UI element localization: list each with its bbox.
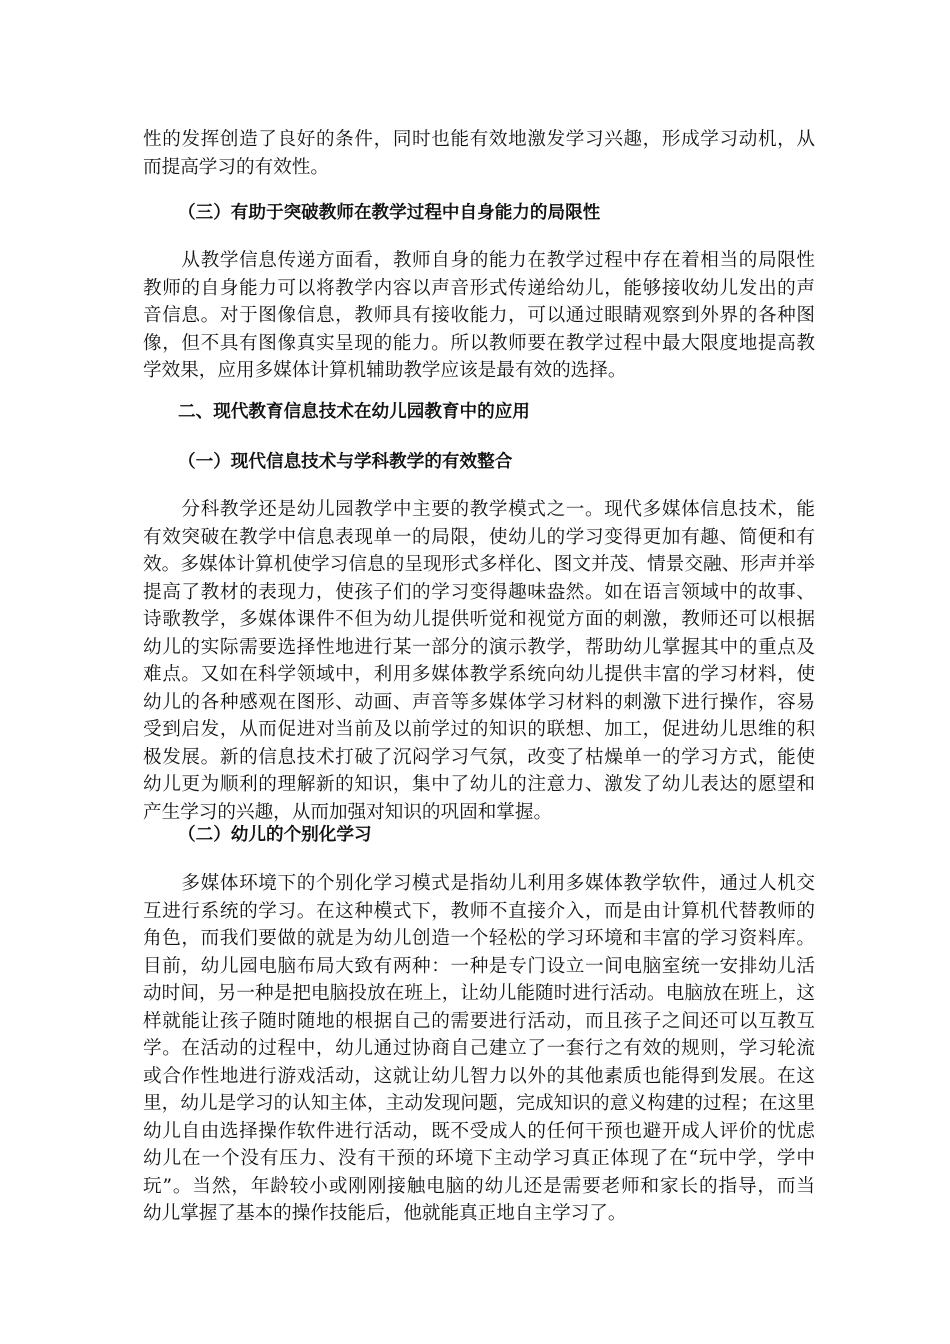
text-line: 目前，幼儿园电脑布局大致有两种：一种是专门设立一间电脑室统一安排幼儿活: [143, 955, 815, 977]
text-line: 幼儿自由选择操作软件进行活动，既不受成人的任何干预也避开成人评价的忧虑: [143, 1120, 815, 1142]
text-line: 而提高学习的有效性。: [143, 156, 329, 178]
section-heading-2: 二、现代教育信息技术在幼儿园教育中的应用: [178, 402, 530, 422]
text-line: 有效突破在教学中信息表现单一的局限，使幼儿的学习变得更加有趣、简便和有: [143, 526, 815, 548]
text-line: 幼儿的实际需要选择性地进行某一部分的演示教学，帮助幼儿掌握其中的重点及: [143, 636, 815, 658]
text-line: 玩”。当然，年龄较小或刚刚接触电脑的幼儿还是需要老师和家长的指导，而当: [143, 1175, 815, 1197]
text-line: 产生学习的兴趣，从而加强对知识的巩固和掌握。: [143, 801, 553, 823]
text-line: 性的发挥创造了良好的条件，同时也能有效地激发学习兴趣，形成学习动机，从: [143, 129, 815, 150]
text-line: 提高了教材的表现力，使孩子们的学习变得趣味盎然。如在语言领域中的故事、: [143, 581, 815, 603]
text-line: 多媒体环境下的个别化学习模式是指幼儿利用多媒体教学软件，通过人机交: [143, 873, 815, 894]
text-line: 像，但不具有图像真实呈现的能力。所以教师要在教学过程中最大限度地提高教: [143, 332, 815, 354]
text-line: 难点。又如在科学领域中，利用多媒体教学系统向幼儿提供丰富的学习材料，使: [143, 664, 815, 685]
text-line: 里，幼儿是学习的认知主体，主动发现问题，完成知识的意义构建的过程；在这里: [143, 1093, 815, 1114]
text-line: 诗歌教学，多媒体课件不但为幼儿提供听觉和视觉方面的刺激，教师还可以根据: [143, 609, 815, 630]
text-line: 分科教学还是幼儿园教学中主要的教学模式之一。现代多媒体信息技术，能: [143, 499, 815, 520]
text-line: 样就能让孩子随时随地的根据自己的需要进行活动，而且孩子之间还可以互教互: [143, 1010, 815, 1032]
text-line: 教师的自身能力可以将教学内容以声音形式传递给幼儿，能够接收幼儿发出的声: [143, 277, 815, 299]
subsection-heading-1: （一）现代信息技术与学科教学的有效整合: [178, 452, 513, 472]
text-line: 幼儿的各种感观在图形、动画、声音等多媒体学习材料的刺激下进行操作，容易: [143, 691, 815, 713]
text-line: 学。在活动的过程中，幼儿通过协商自己建立了一套行之有效的规则，学习轮流: [143, 1038, 815, 1059]
text-line: 动时间，另一种是把电脑投放在班上，让幼儿能随时进行活动。电脑放在班上，这: [143, 983, 815, 1004]
subsection-heading-2: （二）幼儿的个别化学习: [178, 825, 372, 845]
text-line: 幼儿更为顺利的理解新的知识，集中了幼儿的注意力、激发了幼儿表达的愿望和: [143, 774, 815, 795]
paragraph-continued: [143, 126, 815, 181]
text-line: 或合作性地进行游戏活动，这就让幼儿智力以外的其他素质也能得到发展。在这: [143, 1065, 815, 1087]
text-line: 学效果，应用多媒体计算机辅助教学应该是最有效的选择。: [143, 360, 627, 381]
text-line: 极发展。新的信息技术打破了沉闷学习气氛，改变了枯燥单一的学习方式，能使: [143, 746, 815, 768]
paragraph-teacher-limitations: [143, 247, 815, 385]
text-line: 受到启发，从而促进对当前及以前学过的知识的联想、加工，促进幼儿思维的积: [143, 719, 815, 740]
text-line: 幼儿掌握了基本的操作技能后，他就能真正地自主学习了。: [143, 1203, 627, 1224]
subsection-heading-3: （三）有助于突破教师在教学过程中自身能力的局限性: [178, 203, 601, 223]
text-line: 从教学信息传递方面看，教师自身的能力在教学过程中存在着相当的局限性: [143, 250, 815, 271]
paragraph-integration: [143, 496, 815, 826]
paragraph-individual-learning: [143, 870, 815, 1228]
text-line: 互进行系统的学习。在这种模式下，教师不直接介入，而是由计算机代替教师的: [143, 900, 815, 922]
text-line: 效。多媒体计算机使学习信息的呈现形式多样化、图文并茂、情景交融、形声并举: [143, 554, 815, 575]
text-line: 角色，而我们要做的就是为幼儿创造一个轻松的学习环境和丰富的学习资料库。: [143, 928, 815, 949]
text-line: 幼儿在一个没有压力、没有干预的环境下主动学习真正体现了在“玩中学，学中: [143, 1148, 815, 1169]
text-line: 音信息。对于图像信息，教师具有接收能力，可以通过眼睛观察到外界的各种图: [143, 305, 815, 326]
